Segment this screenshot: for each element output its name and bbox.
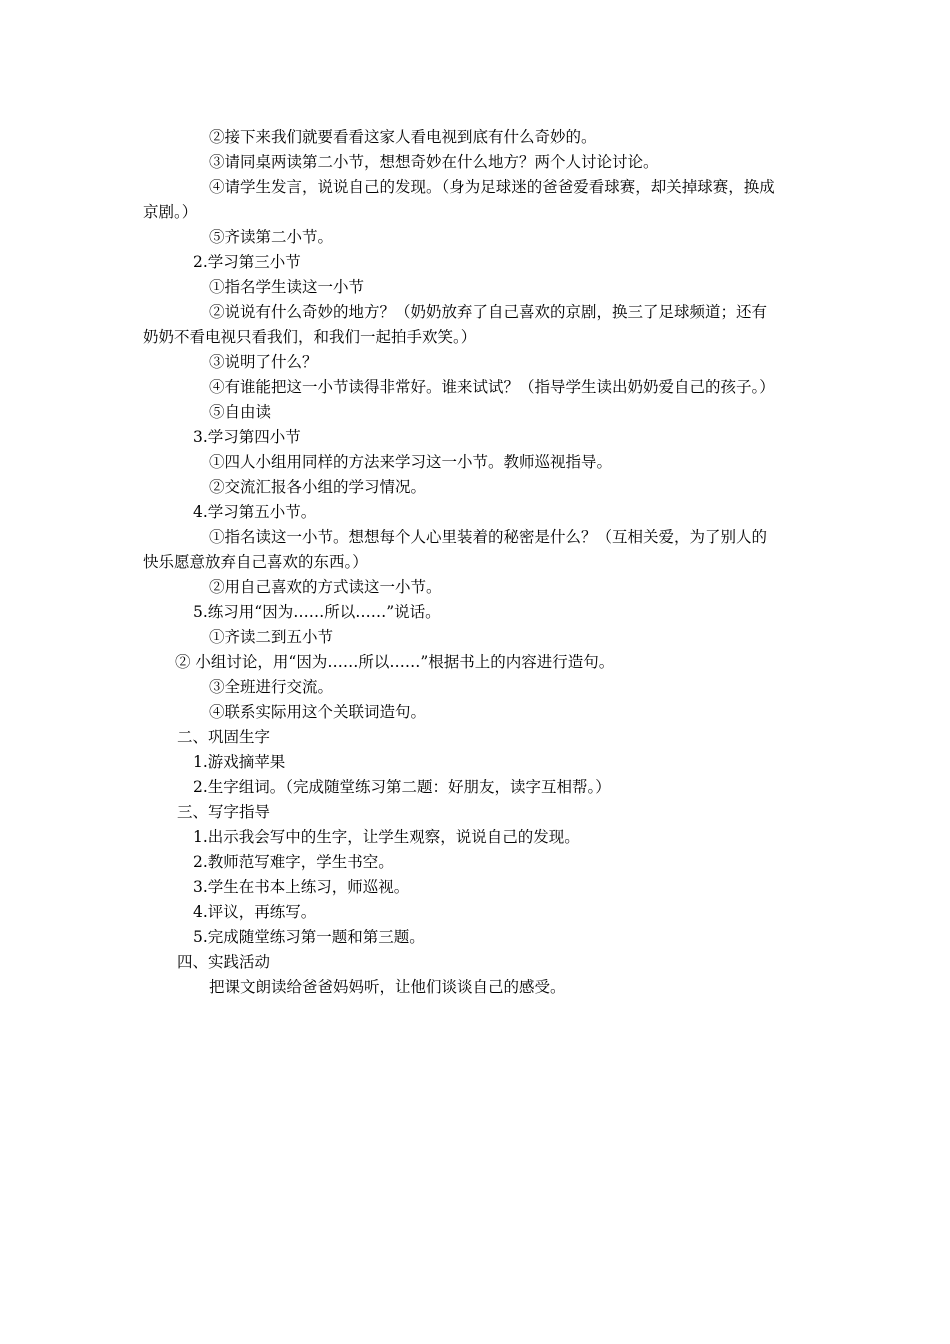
- text-line: ①齐读二到五小节: [209, 628, 334, 646]
- text-line: ③请同桌两读第二小节，想想奇妙在什么地方？两个人讨论讨论。: [209, 153, 659, 171]
- text-line: 1.游戏摘苹果: [193, 753, 286, 771]
- text-line: 2.教师范写难字，学生书空。: [193, 853, 394, 871]
- text-line: ④联系实际用这个关联词造句。: [209, 703, 427, 721]
- section-heading: 5.练习用“因为……所以……”说话。: [193, 603, 441, 621]
- part-heading: 二、巩固生字: [177, 728, 271, 746]
- text-line: 京剧。）: [143, 203, 198, 221]
- text-line: 3.学生在书本上练习，师巡视。: [193, 878, 410, 896]
- text-line: 2.生字组词。（完成随堂练习第二题：好朋友，读字互相帮。）: [193, 778, 611, 796]
- text-line: ①四人小组用同样的方法来学习这一小节。教师巡视指导。: [209, 453, 613, 471]
- section-heading: 4.学习第五小节。: [193, 503, 317, 521]
- part-heading: 三、写字指导: [177, 803, 271, 821]
- text-line: ②用自己喜欢的方式读这一小节。: [209, 578, 442, 596]
- text-line: ③说明了什么？: [209, 353, 318, 371]
- part-heading: 四、实践活动: [177, 953, 271, 971]
- text-line: ⑤自由读: [209, 403, 272, 421]
- text-line: ①指名学生读这一小节: [209, 278, 365, 296]
- text-line: ②交流汇报各小组的学习情况。: [209, 478, 427, 496]
- text-line: ③全班进行交流。: [209, 678, 334, 696]
- text-line: ④有谁能把这一小节读得非常好。谁来试试？（指导学生读出奶奶爱自己的孩子。）: [209, 378, 775, 396]
- text-line: 5.完成随堂练习第一题和第三题。: [193, 928, 425, 946]
- text-line: 把课文朗读给爸爸妈妈听，让他们谈谈自己的感受。: [209, 978, 566, 996]
- text-line: 4.评议，再练写。: [193, 903, 317, 921]
- section-heading: 2.学习第三小节: [193, 253, 301, 271]
- text-line: ②接下来我们就要看看这家人看电视到底有什么奇妙的。: [209, 128, 597, 146]
- text-line: ② 小组讨论，用“因为……所以……”根据书上的内容进行造句。: [175, 653, 615, 671]
- text-line: 1.出示我会写中的生字，让学生观察，说说自己的发现。: [193, 828, 580, 846]
- text-line: 奶奶不看电视只看我们，和我们一起拍手欢笑。）: [143, 328, 477, 346]
- text-line: ⑤齐读第二小节。: [209, 228, 334, 246]
- text-line: ①指名读这一小节。想想每个人心里装着的秘密是什么？（互相关爱，为了别人的: [209, 528, 768, 546]
- text-line: ②说说有什么奇妙的地方？（奶奶放弃了自己喜欢的京剧，换三了足球频道；还有: [209, 303, 768, 321]
- text-line: 快乐愿意放弃自己喜欢的东西。）: [143, 553, 368, 571]
- text-line: ④请学生发言，说说自己的发现。（身为足球迷的爸爸爱看球赛，却关掉球赛，换成: [209, 178, 775, 196]
- section-heading: 3.学习第四小节: [193, 428, 301, 446]
